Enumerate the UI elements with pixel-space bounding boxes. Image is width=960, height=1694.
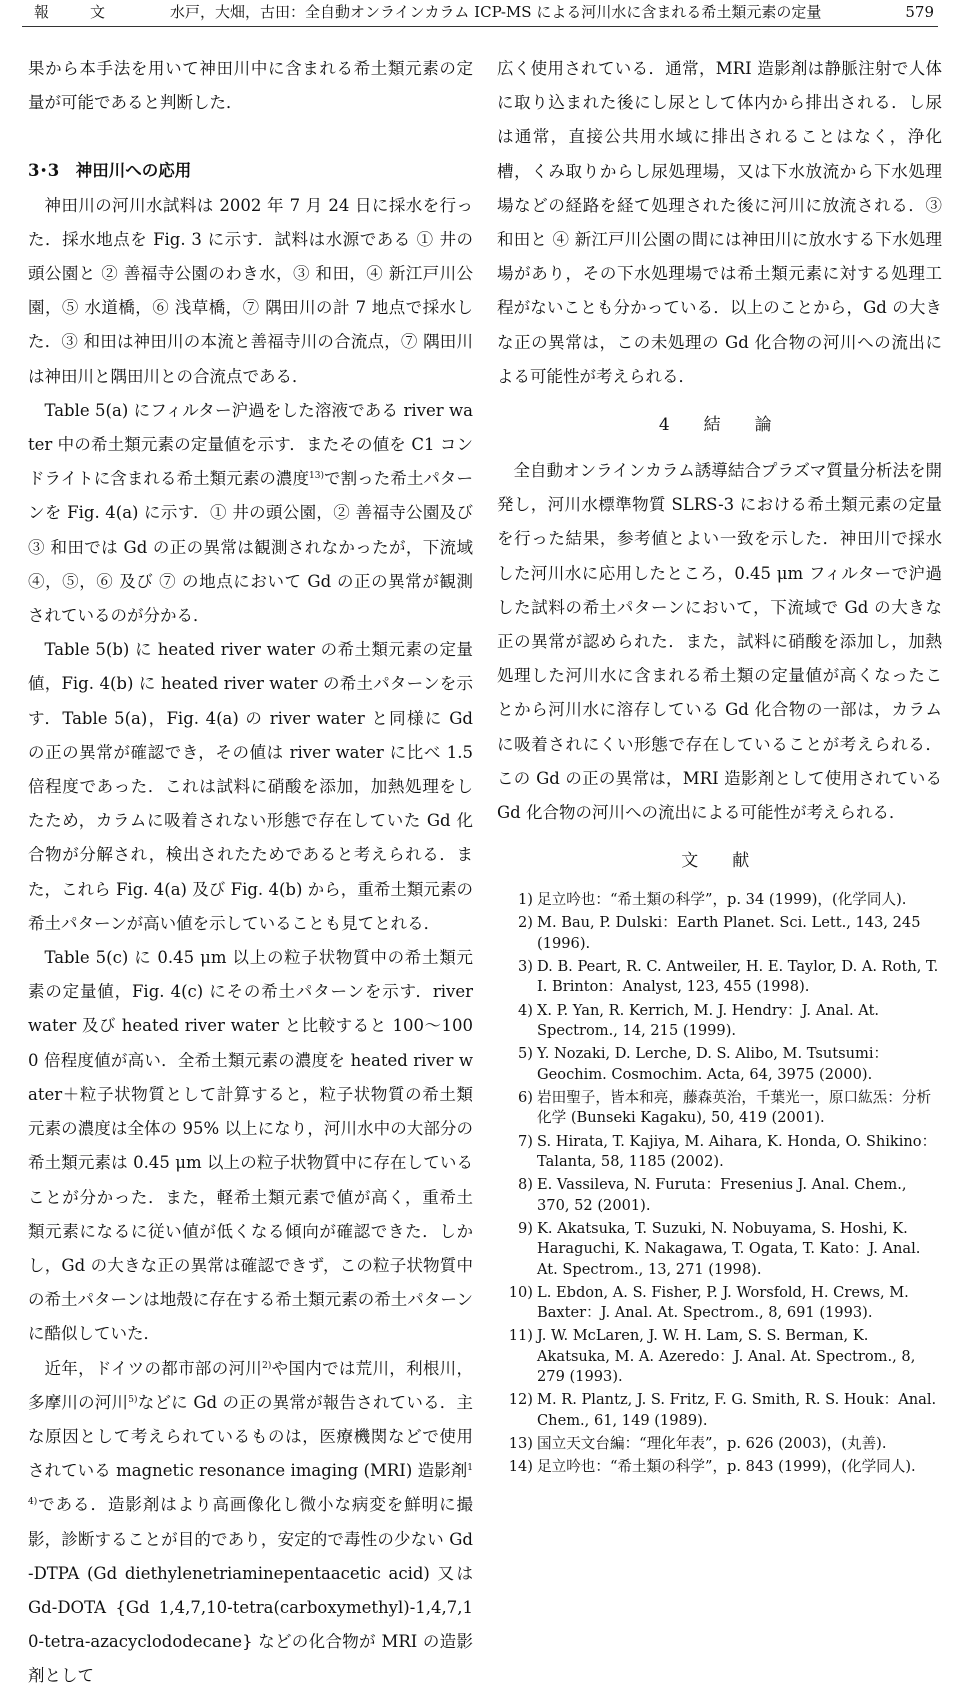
reference-text: 足立吟也：“希土類の科学”，p. 843 (1999)，(化学同人).	[537, 1458, 916, 1476]
reference-text: 岩田聖子，皆本和亮，藤森英治，千葉光一，原口紘炁：分析化学 (Bunseki Kagaku), 50, 419 (2001).	[537, 1088, 932, 1127]
reference-text: Y. Nozaki, D. Lerche, D. S. Alibo, M. Tsutsumi：Geochim. Cosmochim. Acta, 64, 3975 (2000).	[537, 1045, 889, 1083]
conclusion-paragraph: 全自動オンラインカラム誘導結合プラズマ質量分析法を開発し，河川水標準物質 SLRS-3 における希土類元素の定量を行った結果，参考値とよい一致を示した．神田川で採水した河川水に応用したところ，0.45 μm フィルターで沪過した試料の希土パターンにおいて，下流域で Gd の大きな正の異常が認められた．また，試料に硝酸を添加し，加熱処理した河川水に含まれる希土類の定量値が高くなったことから河川水に溶存している Gd 化合物の一部は，カラムに吸着されにくい形態で存在していることが考えられる．この Gd の正の異常は，MRI 造影剤として使用されている Gd 化合物の河川への流出による可能性が考えられる．	[497, 461, 942, 823]
running-header	[22, 0, 938, 27]
paragraph-sampling: 神田川の河川水試料は 2002 年 7 月 24 日に採水を行った．採水地点を Fig. 3 に示す．試料は水源である ① 井の頭公園と ② 善福寺公園のわき水，③ 和田，④ 新江戸川公園，⑤ 水道橋，⑥ 浅草橋，⑦ 隅田川の計 7 地点で採水した．③ 和田は神田川の本流と善福寺川の合流点，⑦ 隅田川は神田川と隅田川との合流点である．	[28, 195, 473, 386]
reference-number: 6)	[518, 1088, 533, 1106]
reference-item	[497, 1434, 942, 1454]
reference-text: 足立吟也：“希土類の科学”，p. 34 (1999)，(化学同人).	[537, 891, 907, 909]
reference-number: 5)	[518, 1045, 533, 1063]
reference-item	[497, 1326, 942, 1387]
reference-number: 2)	[518, 914, 533, 932]
paragraph-table5a: Table 5(a) にフィルター沪過をした溶液である river water 中の希土類元素の定量値を示す．またその値を C1 コンドライトに含まれる希土類元素の濃度$^{13)}$で割った希土パターンを Fig. 4(a) に示す．① 井の頭公園，② 善福寺公園及び ③ 和田では Gd の正の異常は観測されなかったが，下流域 ④，⑤，⑥ 及び ⑦ の地点において Gd の正の異常が観測されているのが分かる．	[28, 400, 473, 626]
intro-paragraph: 果から本手法を用いて神田川中に含まれる希土類元素の定量が可能であると判断した．	[28, 59, 473, 113]
right-column	[497, 52, 942, 1480]
reference-item	[497, 890, 942, 910]
reference-number: 3)	[518, 958, 533, 976]
reference-text: D. B. Peart, R. C. Antweiler, H. E. Taylor, D. A. Roth, T. I. Brinton：Analyst, 123, 455 (1998).	[537, 958, 939, 996]
reference-number: 10)	[508, 1283, 533, 1301]
reference-list	[497, 890, 942, 1477]
reference-item	[497, 1457, 942, 1477]
reference-text: S. Hirata, T. Kajiya, M. Aihara, K. Honda, O. Shikino：Talanta, 58, 1185 (2002).	[537, 1132, 937, 1170]
reference-text: J. W. McLaren, J. W. H. Lam, S. S. Berman, K. Akatsuka, M. A. Azeredo：J. Anal. At. Spectrom., 8, 279 (1993).	[537, 1327, 916, 1386]
reference-text: M. Bau, P. Dulski：Earth Planet. Sci. Lett., 143, 245 (1996).	[537, 914, 921, 952]
citation-5: 5)	[128, 1394, 138, 1405]
references-heading: 文 献	[681, 851, 758, 872]
section-heading-3-3: 3･3 神田川への応用	[28, 161, 192, 181]
reference-number: 4)	[518, 1001, 533, 1019]
page-number: 579	[905, 3, 934, 21]
paragraph-mri-continued: 広く使用されている．通常，MRI 造影剤は静脈注射で人体に取り込まれた後にし尿として体内から排出される．し尿は通常，直接公共用水域に排出されることはなく，浄化槽，くみ取りからし尿処理場，又は下水放流から下水処理場などの経路を経て処理された後に河川に放流される．③ 和田と ④ 新江戸川公園の間には神田川に放水する下水処理場があり，その下水処理場では希土類元素に対する処理工程がないことも分かっている．以上のことから，Gd の大きな正の異常は，この未処理の Gd 化合物の河川への流出による可能性が考えられる．	[497, 59, 942, 386]
paragraph-table5c: Table 5(c) に 0.45 μm 以上の粒子状物質中の希土類元素の定量値，Fig. 4(c) にその希土パターンを示す．river water 及び heated river water と比較すると 100～1000 倍程度値が高い．全希土類元素の濃度を heated river water＋粒子状物質として計算すると，粒子状物質の希土類元素の濃度は全体の 95% 以上になり，河川水中の大部分の希土類元素は 0.45 μm 以上の粒子状物質中に存在していることが分かった．また，軽希土類元素で値が高く，重希土類元素になるに従い値が低くなる傾向が確認できた．しかし，Gd の大きな正の異常は確認できず，この粒子状物質中の希土パターンは地殻に存在する希土類元素の希土パターンに酷似していた．	[28, 948, 473, 1344]
reference-item	[497, 1390, 942, 1431]
reference-item	[497, 1001, 942, 1042]
article-type-label-1: 報	[34, 3, 50, 21]
reference-number: 7)	[518, 1132, 533, 1150]
reference-text: M. R. Plantz, J. S. Fritz, F. G. Smith, R. S. Houk：Anal. Chem., 61, 149 (1989).	[537, 1391, 937, 1429]
citation-2: 2)	[262, 1360, 272, 1371]
reference-number: 9)	[518, 1219, 533, 1237]
reference-text: K. Akatsuka, T. Suzuki, N. Nobuyama, S. Hoshi, K. Haraguchi, K. Nakagawa, T. Ogata, T. Kato：J. Anal. At. Spectrom., 13, 271 (1998).	[537, 1219, 921, 1278]
reference-item	[497, 1132, 942, 1173]
reference-item	[497, 913, 942, 954]
paragraph-mri: 近年，ドイツの都市部の河川$^{2)}$や国内では荒川，利根川，多摩川の河川$^{5)}$などに Gd の正の異常が報告されている．主な原因として考えられているものは，医療機関などで使用されている magnetic resonance imaging (MRI) 造影剤$^{14)}$である．造影剤はより高画像化し微小な病変を鮮明に撮影，診断することが目的であり，安定的で毒性の少ない Gd-DTPA (Gd diethylenetriaminepentaacetic acid) 又は Gd-DOTA {Gd 1,4,7,10-tetra(carboxymethyl)-1,4,7,10-tetra-azacyclododecane} などの化合物が MRI の造影剤として	[28, 1358, 474, 1686]
reference-item	[497, 1175, 942, 1216]
paragraph-table5b: Table 5(b) に heated river water の希土類元素の定量値，Fig. 4(b) に heated river water の希土パターンを示す．Table 5(a)，Fig. 4(a) の river water と同様に Gd の正の異常が確認でき，その値は river water に比べ 1.5 倍程度であった．これは試料に硝酸を添加，加熱処理をしたため，カラムに吸着されない形態で存在していた Gd 化合物が分解され，検出されたためであると考えられる．また，これら Fig. 4(a) 及び Fig. 4(b) から，重希土類元素の希土パターンが高い値を示していることも見てとれる．	[28, 640, 473, 933]
reference-number: 1)	[518, 891, 533, 909]
reference-number: 13)	[508, 1434, 533, 1452]
reference-text: 国立天文台編：“理化年表”，p. 626 (2003)，(丸善).	[537, 1434, 887, 1452]
reference-text: L. Ebdon, A. S. Fisher, P. J. Worsfold, H. Crews, M. Baxter：J. Anal. At. Spectrom., 8, 691 (1993).	[537, 1283, 909, 1322]
citation-14: 14)	[28, 1463, 473, 1508]
reference-number: 12)	[508, 1391, 533, 1409]
reference-item	[497, 1044, 942, 1085]
article-type-label-2: 文	[90, 3, 106, 21]
reference-item	[497, 957, 942, 998]
reference-text: E. Vassileva, N. Furuta：Fresenius J. Anal. Chem., 370, 52 (2001).	[537, 1176, 907, 1214]
running-title: 水戸，大畑，古田：全自動オンラインカラム ICP-MS による河川水に含まれる希土類元素の定量	[170, 3, 822, 21]
reference-number: 11)	[508, 1327, 533, 1345]
citation-13: 13)	[309, 471, 324, 482]
reference-number: 14)	[508, 1458, 533, 1476]
reference-item	[497, 1088, 942, 1129]
reference-text: X. P. Yan, R. Kerrich, M. J. Hendry：J. Anal. At. Spectrom., 14, 215 (1999).	[537, 1001, 880, 1040]
left-column	[28, 52, 473, 1694]
conclusion-heading: 4 結 論	[658, 415, 781, 436]
reference-number: 8)	[518, 1176, 533, 1194]
reference-item	[497, 1283, 942, 1324]
reference-item	[497, 1219, 942, 1280]
